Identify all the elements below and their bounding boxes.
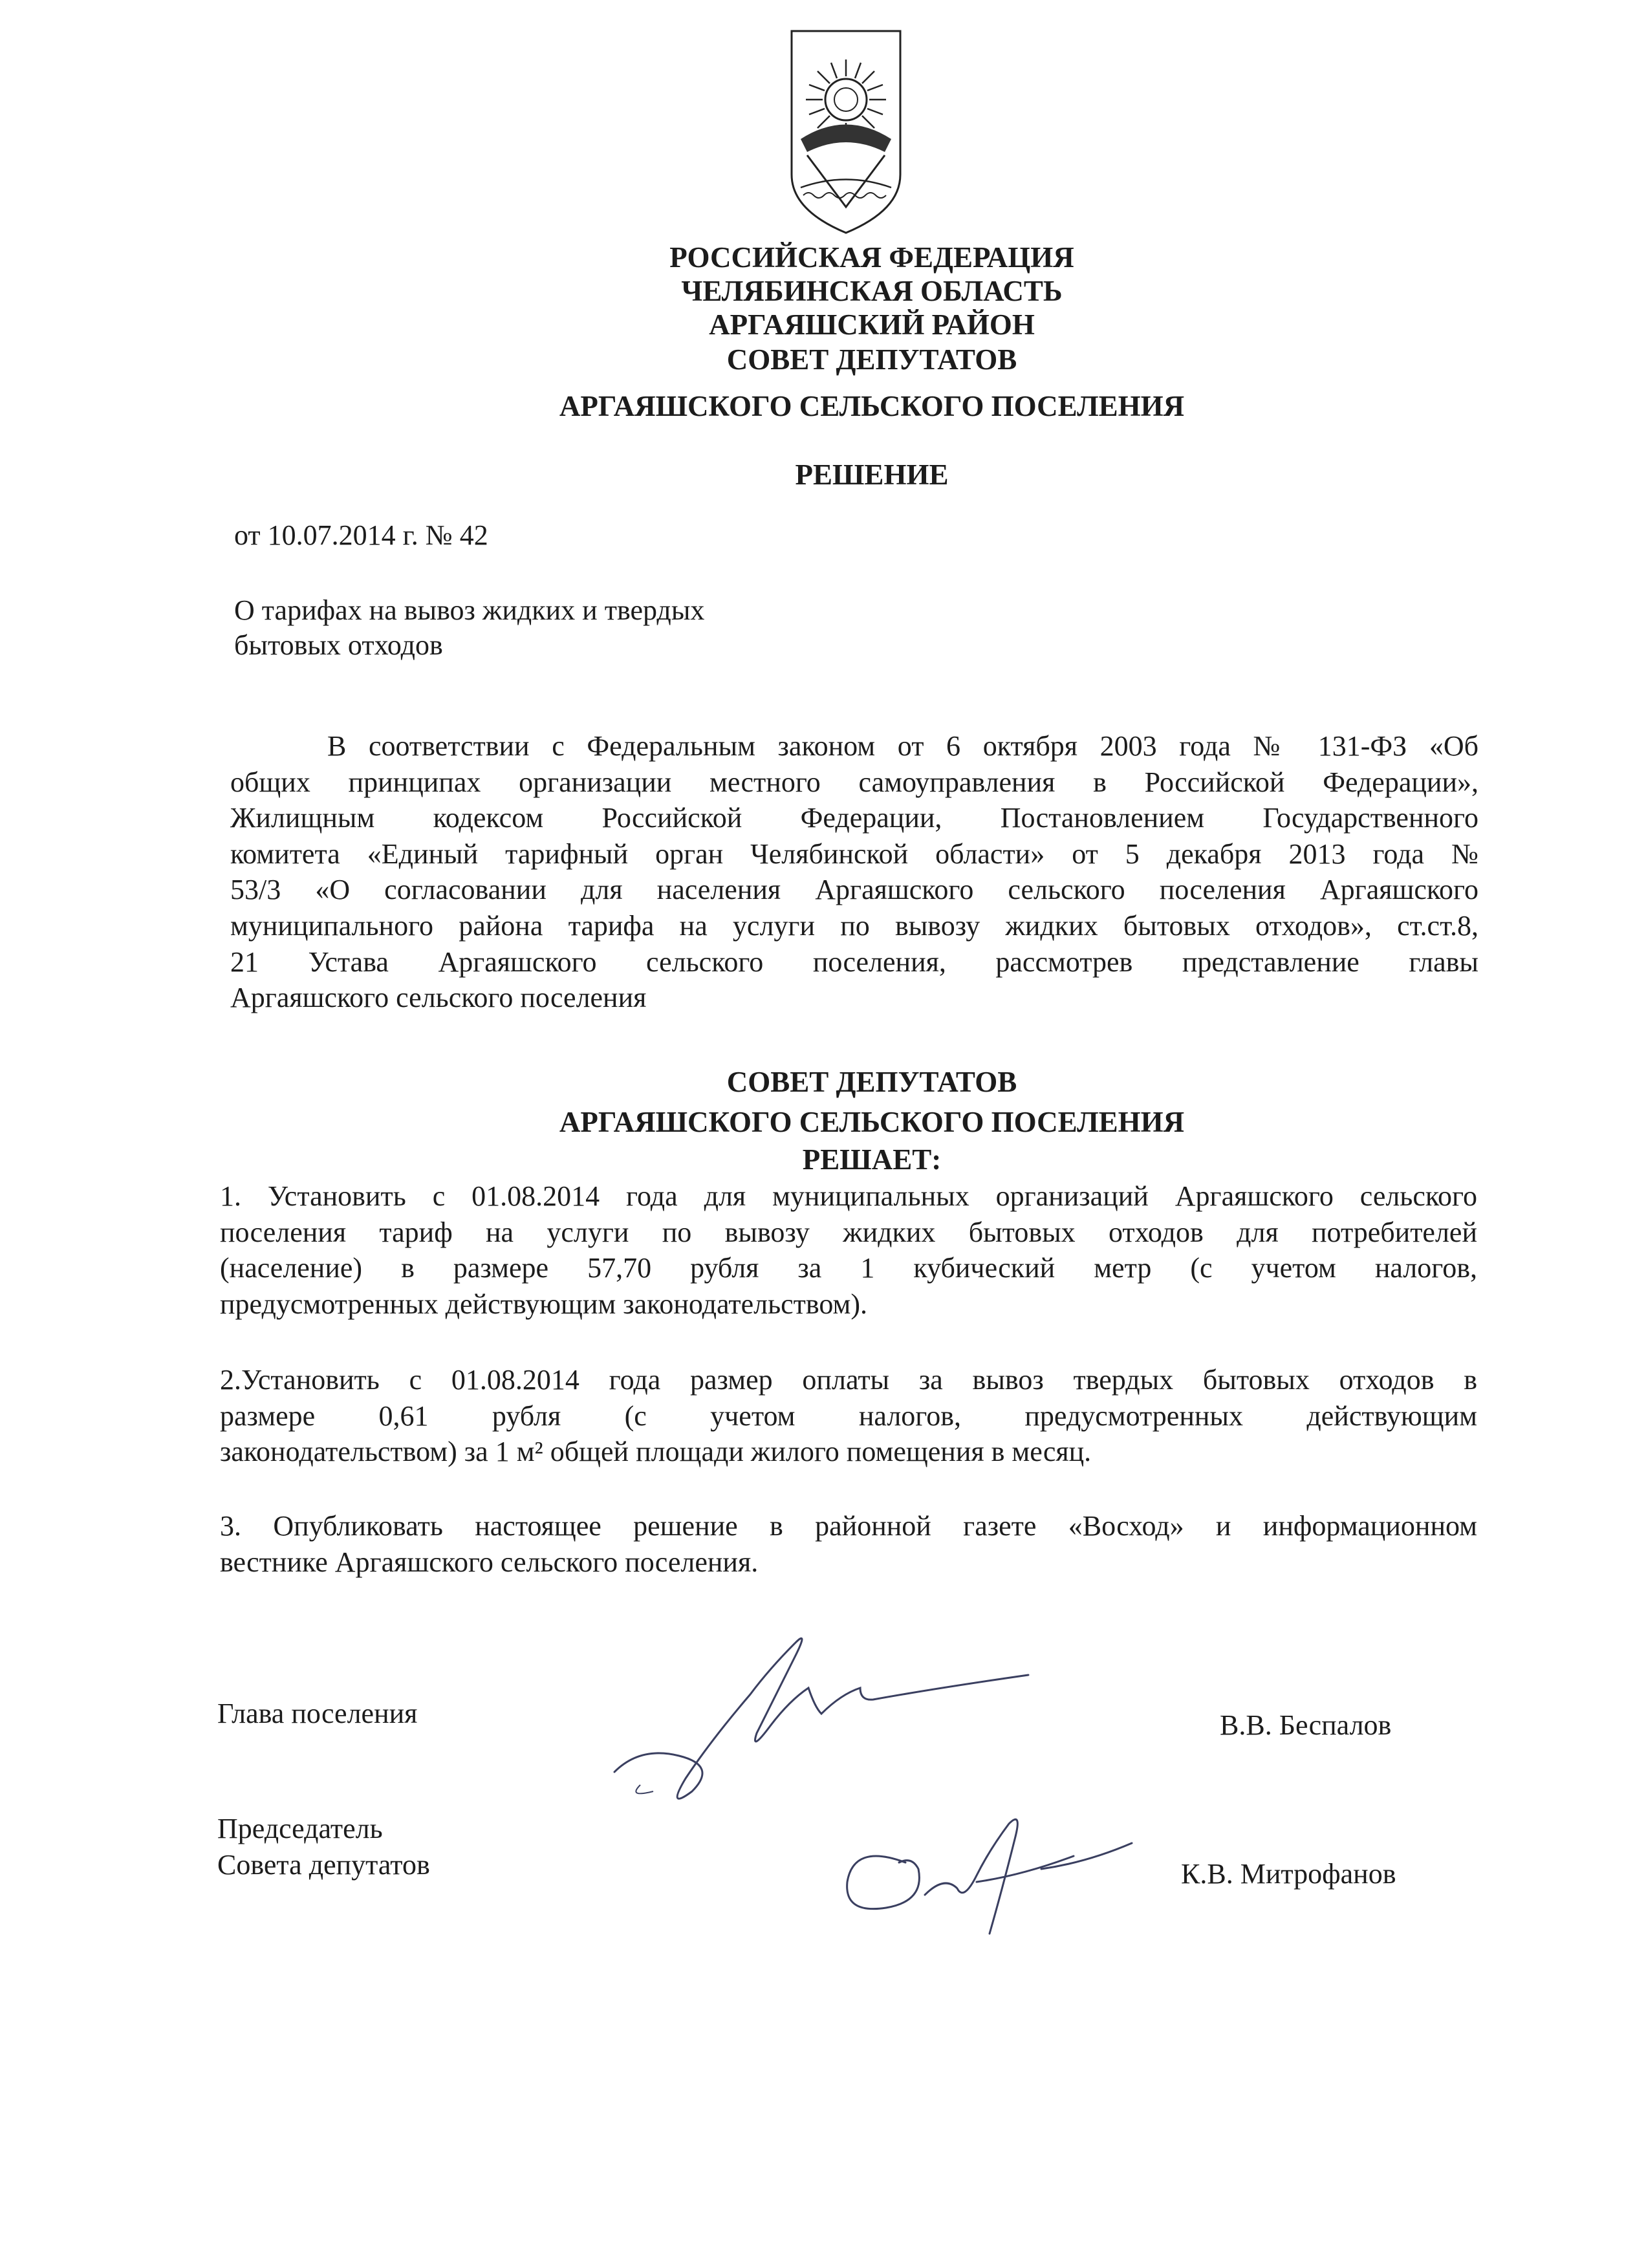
preamble-paragraph — [230, 728, 1478, 1016]
header-line-settlement: АРГАЯШСКОГО СЕЛЬСКОГО ПОСЕЛЕНИЯ — [559, 390, 1185, 422]
preamble-line: Жилищным кодексом Российской Федерации, Постановлением Государственного — [230, 802, 1478, 834]
decision-item-2 — [220, 1362, 1477, 1470]
head-name: В.В. Беспалов — [1220, 1709, 1392, 1741]
document-subject-line-2: бытовых отходов — [234, 629, 443, 661]
decision-line: 3. Опубликовать настоящее решение в районной газете «Восход» и информационном — [220, 1510, 1477, 1542]
preamble-line: общих принципах организации местного самоуправления в Российской Федерации», — [230, 766, 1478, 798]
chair-title-line-2: Совета депутатов — [217, 1849, 430, 1881]
preamble-line: 53/3 «О согласовании для населения Аргаяшского сельского поселения Аргаяшского — [230, 874, 1478, 906]
head-title: Глава поселения — [217, 1698, 418, 1729]
document-date-number: от 10.07.2014 г. № 42 — [234, 519, 488, 551]
chair-signature — [828, 1798, 1164, 1960]
coat-of-arms-emblem — [788, 26, 904, 234]
council-heading-line-1: СОВЕТ ДЕПУТАТОВ — [726, 1066, 1017, 1098]
header-line-region: ЧЕЛЯБИНСКАЯ ОБЛАСТЬ — [681, 275, 1063, 307]
decision-line: законодательством) за 1 м² общей площади жилого помещения в месяц. — [220, 1436, 1092, 1468]
chair-title-line-1: Председатель — [217, 1813, 383, 1844]
decision-item-1 — [220, 1178, 1477, 1322]
preamble-line: В соответствии с Федеральным законом от 6 октября 2003 года № 131-ФЗ «Об — [327, 730, 1478, 762]
header-line-district: АРГАЯШСКИЙ РАЙОН — [709, 308, 1035, 341]
preamble-line: муниципального района тарифа на услуги по вывозу жидких бытовых отходов», ст.ст.8, — [230, 909, 1478, 942]
header-line-council: СОВЕТ ДЕПУТАТОВ — [726, 343, 1017, 376]
council-heading-line-2: АРГАЯШСКОГО СЕЛЬСКОГО ПОСЕЛЕНИЯ — [559, 1106, 1185, 1138]
decision-line: 2.Установить с 01.08.2014 года размер оплаты за вывоз твердых бытовых отходов в — [220, 1364, 1477, 1396]
head-signature — [601, 1617, 1041, 1811]
header-line-country: РОССИЙСКАЯ ФЕДЕРАЦИЯ — [669, 241, 1074, 274]
document-subject-line-1: О тарифах на вывоз жидких и твердых — [234, 594, 705, 626]
decision-line: предусмотренных действующим законодательством). — [220, 1288, 868, 1320]
decision-line: 1. Установить с 01.08.2014 года для муниципальных организаций Аргаяшского сельского — [220, 1180, 1477, 1212]
decision-line: поселения тариф на услуги по вывозу жидких бытовых отходов для потребителей — [220, 1216, 1477, 1248]
decision-item-3 — [220, 1508, 1477, 1580]
chair-name: К.В. Митрофанов — [1181, 1858, 1396, 1890]
decision-line: размере 0,61 рубля (с учетом налогов, предусмотренных действующим — [220, 1399, 1477, 1432]
preamble-line: комитета «Единый тарифный орган Челябинской области» от 5 декабря 2013 года № — [230, 837, 1478, 870]
decision-line: вестнике Аргаяшского сельского поселения. — [220, 1546, 759, 1578]
preamble-line: 21 Устава Аргаяшского сельского поселения, рассмотрев представление главы — [230, 945, 1478, 978]
document-type: РЕШЕНИЕ — [795, 459, 949, 491]
council-decides: РЕШАЕТ: — [802, 1143, 942, 1176]
preamble-line: Аргаяшского сельского поселения — [230, 982, 647, 1014]
decision-line: (население) в размере 57,70 рубля за 1 кубический метр (с учетом налогов, — [220, 1252, 1477, 1284]
